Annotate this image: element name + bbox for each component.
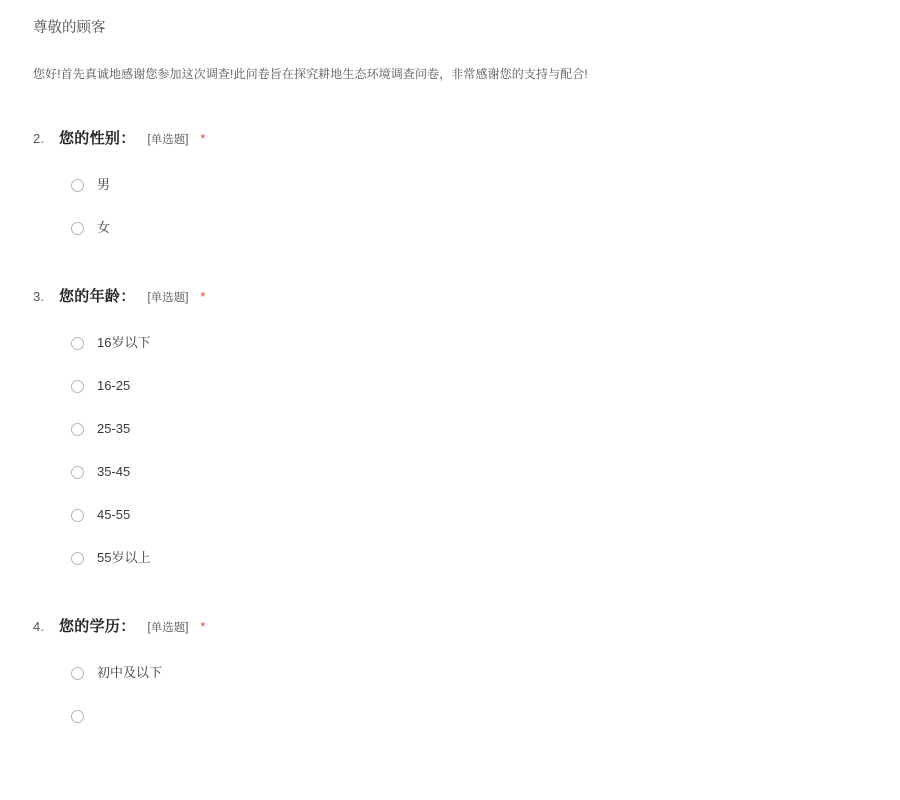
radio-icon[interactable] — [71, 552, 84, 565]
question-header — [33, 615, 900, 636]
question-header — [33, 127, 900, 148]
option-item[interactable] — [71, 547, 900, 569]
option-item[interactable] — [71, 705, 900, 727]
option-item[interactable] — [71, 662, 900, 684]
question-index: 2. — [33, 131, 44, 146]
question-block-age — [0, 285, 900, 569]
option-item[interactable] — [71, 375, 900, 397]
option-item[interactable] — [71, 418, 900, 440]
question-header — [33, 285, 900, 306]
radio-icon[interactable] — [71, 179, 84, 192]
required-asterisk: * — [200, 131, 206, 146]
radio-icon[interactable] — [71, 222, 84, 235]
option-label: 女 — [97, 220, 111, 235]
option-label: 16岁以下 — [97, 335, 151, 350]
option-item[interactable] — [71, 217, 900, 239]
option-label: 男 — [97, 177, 111, 192]
question-type-label: [单选题] — [147, 292, 189, 304]
radio-icon[interactable] — [71, 710, 84, 723]
radio-icon[interactable] — [71, 667, 84, 680]
required-asterisk: * — [200, 619, 206, 634]
survey-intro-text: 您好!首先真诚地感谢您参加这次调查!此问卷旨在探究耕地生态环境调查问卷，非常感谢您的支持与配合! — [33, 67, 588, 81]
option-item[interactable] — [71, 332, 900, 354]
question-index: 3. — [33, 289, 44, 304]
option-list — [33, 174, 900, 239]
option-item[interactable] — [71, 174, 900, 196]
option-label: 初中及以下 — [97, 665, 163, 680]
option-list — [33, 662, 900, 727]
question-title: 您的性别： — [59, 130, 136, 147]
question-title: 您的学历： — [59, 618, 136, 635]
question-block-education — [0, 615, 900, 727]
radio-icon[interactable] — [71, 423, 84, 436]
option-label: 55岁以上 — [97, 550, 151, 565]
page-title: 尊敬的顾客 — [33, 20, 106, 36]
option-item[interactable] — [71, 461, 900, 483]
radio-icon[interactable] — [71, 466, 84, 479]
option-label: 35-45 — [97, 464, 131, 479]
option-label: 25-35 — [97, 421, 131, 436]
question-type-label: [单选题] — [147, 134, 189, 146]
question-type-label: [单选题] — [147, 622, 189, 634]
required-asterisk: * — [200, 289, 206, 304]
question-title: 您的年龄： — [59, 288, 136, 305]
option-label: 16-25 — [97, 378, 131, 393]
question-index: 4. — [33, 619, 44, 634]
radio-icon[interactable] — [71, 509, 84, 522]
option-list — [33, 332, 900, 569]
question-block-gender — [0, 127, 900, 239]
option-item[interactable] — [71, 504, 900, 526]
radio-icon[interactable] — [71, 380, 84, 393]
radio-icon[interactable] — [71, 337, 84, 350]
option-label: 45-55 — [97, 507, 131, 522]
